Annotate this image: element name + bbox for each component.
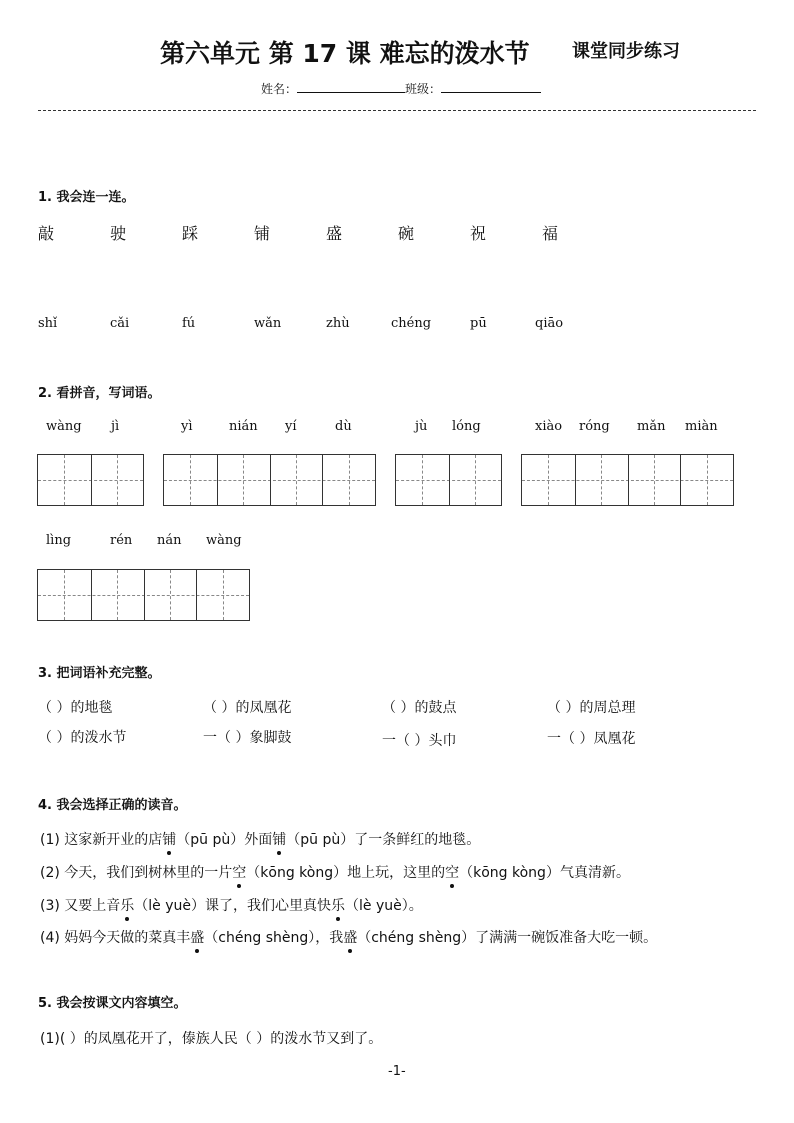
q1-char[interactable]: 碗 [398, 224, 415, 243]
q3-item[interactable]: 一（ ）头巾 [382, 733, 457, 749]
emphasis-char: 铺 [272, 829, 286, 849]
q1-pinyin[interactable]: zhù [326, 316, 350, 331]
q2-writing-grid-3[interactable] [395, 454, 502, 506]
q2-pinyin: jù [415, 419, 428, 434]
q2-pinyin: yì [181, 419, 193, 434]
q2-writing-grid-1[interactable] [37, 454, 144, 506]
q5-heading: 5. 我会按课文内容填空。 [38, 996, 187, 1011]
class-blank[interactable] [441, 80, 541, 93]
q2-pinyin: jì [111, 419, 120, 434]
q3-item[interactable]: （ ）的鼓点 [382, 700, 457, 716]
emphasis-char: 铺 [162, 829, 176, 849]
q1-pinyin[interactable]: cǎi [110, 316, 130, 331]
q2-writing-grid-2[interactable] [163, 454, 376, 506]
q2-pinyin: nán [157, 533, 182, 548]
q2-pinyin: miàn [685, 419, 718, 434]
q1-char[interactable]: 福 [542, 224, 559, 243]
emphasis-char: 空 [445, 862, 459, 882]
q2-pinyin: wàng [206, 533, 242, 548]
q4-line-3: (3) 又要上音乐（lè yuè）课了，我们心里真快乐（lè yuè）。 [40, 895, 423, 915]
q3-item[interactable]: 一（ ）象脚鼓 [203, 730, 292, 746]
q3-item[interactable]: （ ）的周总理 [547, 700, 636, 716]
q2-pinyin: xiào [535, 419, 563, 434]
q1-heading: 1. 我会连一连。 [38, 190, 135, 205]
q1-pinyin[interactable]: fú [182, 316, 196, 331]
page-number: -1- [388, 1064, 406, 1079]
q4-line-4: (4) 妈妈今天做的菜真丰盛（chéng shèng），我盛（chéng shèng）了满满一碗饭准备大吃一顿。 [40, 927, 657, 947]
emphasis-char: 乐 [331, 895, 345, 915]
q2-pinyin: lóng [452, 419, 481, 434]
q2-writing-grid-5[interactable] [37, 569, 250, 621]
emphasis-char: 盛 [190, 927, 204, 947]
q4-heading: 4. 我会选择正确的读音。 [38, 798, 187, 813]
q2-pinyin: dù [335, 419, 352, 434]
q3-item[interactable]: （ ）的泼水节 [38, 730, 127, 746]
q2-heading: 2. 看拼音，写词语。 [38, 386, 161, 401]
student-info-row [261, 80, 541, 97]
q4-line-no: (1) [40, 832, 60, 848]
name-blank[interactable] [297, 80, 405, 93]
q2-pinyin: lìng [46, 533, 72, 548]
q1-char[interactable]: 铺 [254, 224, 271, 243]
q5-line-1[interactable]: (1)( ）的凤凰花开了，傣族人民（ ）的泼水节又到了。 [40, 1031, 383, 1047]
q1-char[interactable]: 踩 [182, 224, 199, 243]
class-label: 班级： [405, 82, 442, 96]
emphasis-char: 盛 [343, 927, 357, 947]
page-subtitle: 课堂同步练习 [572, 41, 680, 62]
emphasis-char: 乐 [120, 895, 134, 915]
header-divider [38, 110, 756, 111]
q3-item[interactable]: （ ）的凤凰花 [203, 700, 292, 716]
q2-pinyin: nián [229, 419, 258, 434]
q4-line-no: (3) [40, 898, 60, 914]
q3-item[interactable]: （ ）的地毯 [38, 700, 113, 716]
q2-pinyin: mǎn [637, 419, 666, 434]
q1-pinyin[interactable]: chéng [391, 316, 432, 331]
q2-pinyin: róng [579, 419, 610, 434]
page-title: 第六单元 第 17 课 难忘的泼水节 [160, 39, 530, 68]
q1-char[interactable]: 盛 [326, 224, 343, 243]
name-label: 姓名： [261, 82, 298, 96]
q4-line-1: (1) 这家新开业的店铺（pū pù）外面铺（pū pù）了一条鲜红的地毯。 [40, 829, 480, 849]
q1-pinyin[interactable]: pū [470, 316, 487, 331]
q1-pinyin[interactable]: wǎn [254, 316, 282, 331]
q1-char[interactable]: 驶 [110, 224, 127, 243]
q4-line-no: (2) [40, 865, 60, 881]
q4-line-2: (2) 今天，我们到树林里的一片空（kōng kòng）地上玩，这里的空（kōng kòng）气真清新。 [40, 862, 630, 882]
q2-pinyin: rén [110, 533, 133, 548]
q1-char[interactable]: 祝 [470, 224, 487, 243]
q1-pinyin[interactable]: qiāo [535, 316, 564, 331]
q3-item[interactable]: 一（ ）凤凰花 [547, 731, 636, 747]
q2-pinyin: yí [285, 419, 297, 434]
q3-heading: 3. 把词语补充完整。 [38, 666, 161, 681]
q1-pinyin[interactable]: shǐ [38, 316, 58, 331]
q2-writing-grid-4[interactable] [521, 454, 734, 506]
q2-pinyin: wàng [46, 419, 82, 434]
q1-char[interactable]: 敲 [38, 224, 55, 243]
q4-line-no: (4) [40, 930, 60, 946]
emphasis-char: 空 [232, 862, 246, 882]
